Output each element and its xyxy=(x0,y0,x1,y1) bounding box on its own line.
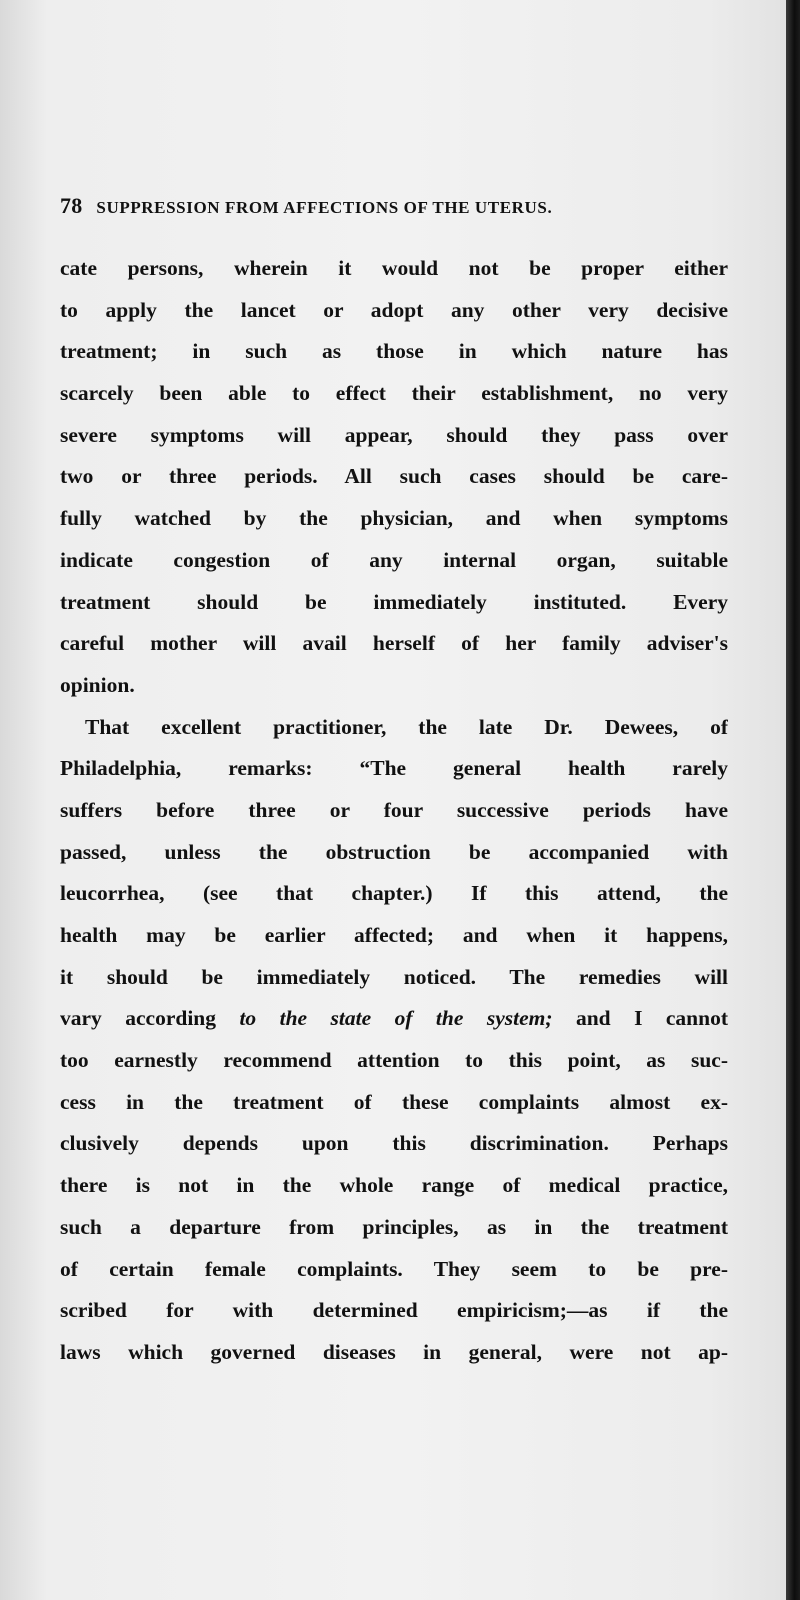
text-line: laws which governed diseases in general, were not ap- xyxy=(60,1339,728,1364)
text-line: cess in the treatment of these complaints almost ex- xyxy=(60,1089,728,1114)
running-head: SUPPRESSION FROM AFFECTIONS OF THE UTERUS. xyxy=(96,198,553,217)
text-line: it should be immediately noticed. The remedies will xyxy=(60,964,728,989)
italic-line-before: vary according xyxy=(60,1006,240,1031)
text-line: careful mother will avail herself of her family adviser's xyxy=(60,631,728,656)
text-line: there is not in the whole range of medical practice, xyxy=(60,1173,728,1198)
text-line: leucorrhea, (see that chapter.) If this attend, the xyxy=(60,881,728,906)
page-number: 78 xyxy=(60,193,83,218)
text-line: cate persons, wherein it would not be proper either xyxy=(60,256,728,280)
text-line: too earnestly recommend attention to this point, as suc- xyxy=(60,1048,728,1073)
text-line: two or three periods. All such cases should be care- xyxy=(60,464,728,489)
text-line: suffers before three or four successive periods have xyxy=(60,797,728,822)
text-line: scarcely been able to effect their establishment, no very xyxy=(60,381,728,406)
text-line: clusively depends upon this discrimination. Perhaps xyxy=(60,1131,728,1156)
text-line: That excellent practitioner, the late Dr. Dewees, of xyxy=(85,714,728,739)
text-line: Philadelphia, remarks: “The general health rarely xyxy=(60,756,728,781)
page-header xyxy=(60,193,730,219)
text-line: treatment; in such as those in which nature has xyxy=(60,339,728,364)
italic-line-after: and I cannot xyxy=(552,1006,728,1031)
text-line: severe symptoms will appear, should they pass over xyxy=(60,422,728,447)
text-line: such a departure from principles, as in the treatment xyxy=(60,1214,728,1239)
text-line: passed, unless the obstruction be accompanied with xyxy=(60,839,728,864)
text-line-with-italic xyxy=(60,998,728,1040)
text-line: treatment should be immediately instituted. Every xyxy=(60,589,728,614)
text-line: health may be earlier affected; and when it happens, xyxy=(60,923,728,947)
text-line: to apply the lancet or adopt any other very decisive xyxy=(60,297,728,322)
italic-phrase: to the state of the system; xyxy=(239,1006,553,1031)
text-line: opinion. xyxy=(60,672,135,697)
text-line: scribed for with determined empiricism;—as if the xyxy=(60,1298,728,1323)
text-line: of certain female complaints. They seem to be pre- xyxy=(60,1256,728,1281)
text-line: fully watched by the physician, and when symptoms xyxy=(60,506,728,531)
text-line: indicate congestion of any internal organ, suitable xyxy=(60,547,728,572)
book-spine-edge xyxy=(786,0,800,1600)
body-text xyxy=(60,248,728,1374)
